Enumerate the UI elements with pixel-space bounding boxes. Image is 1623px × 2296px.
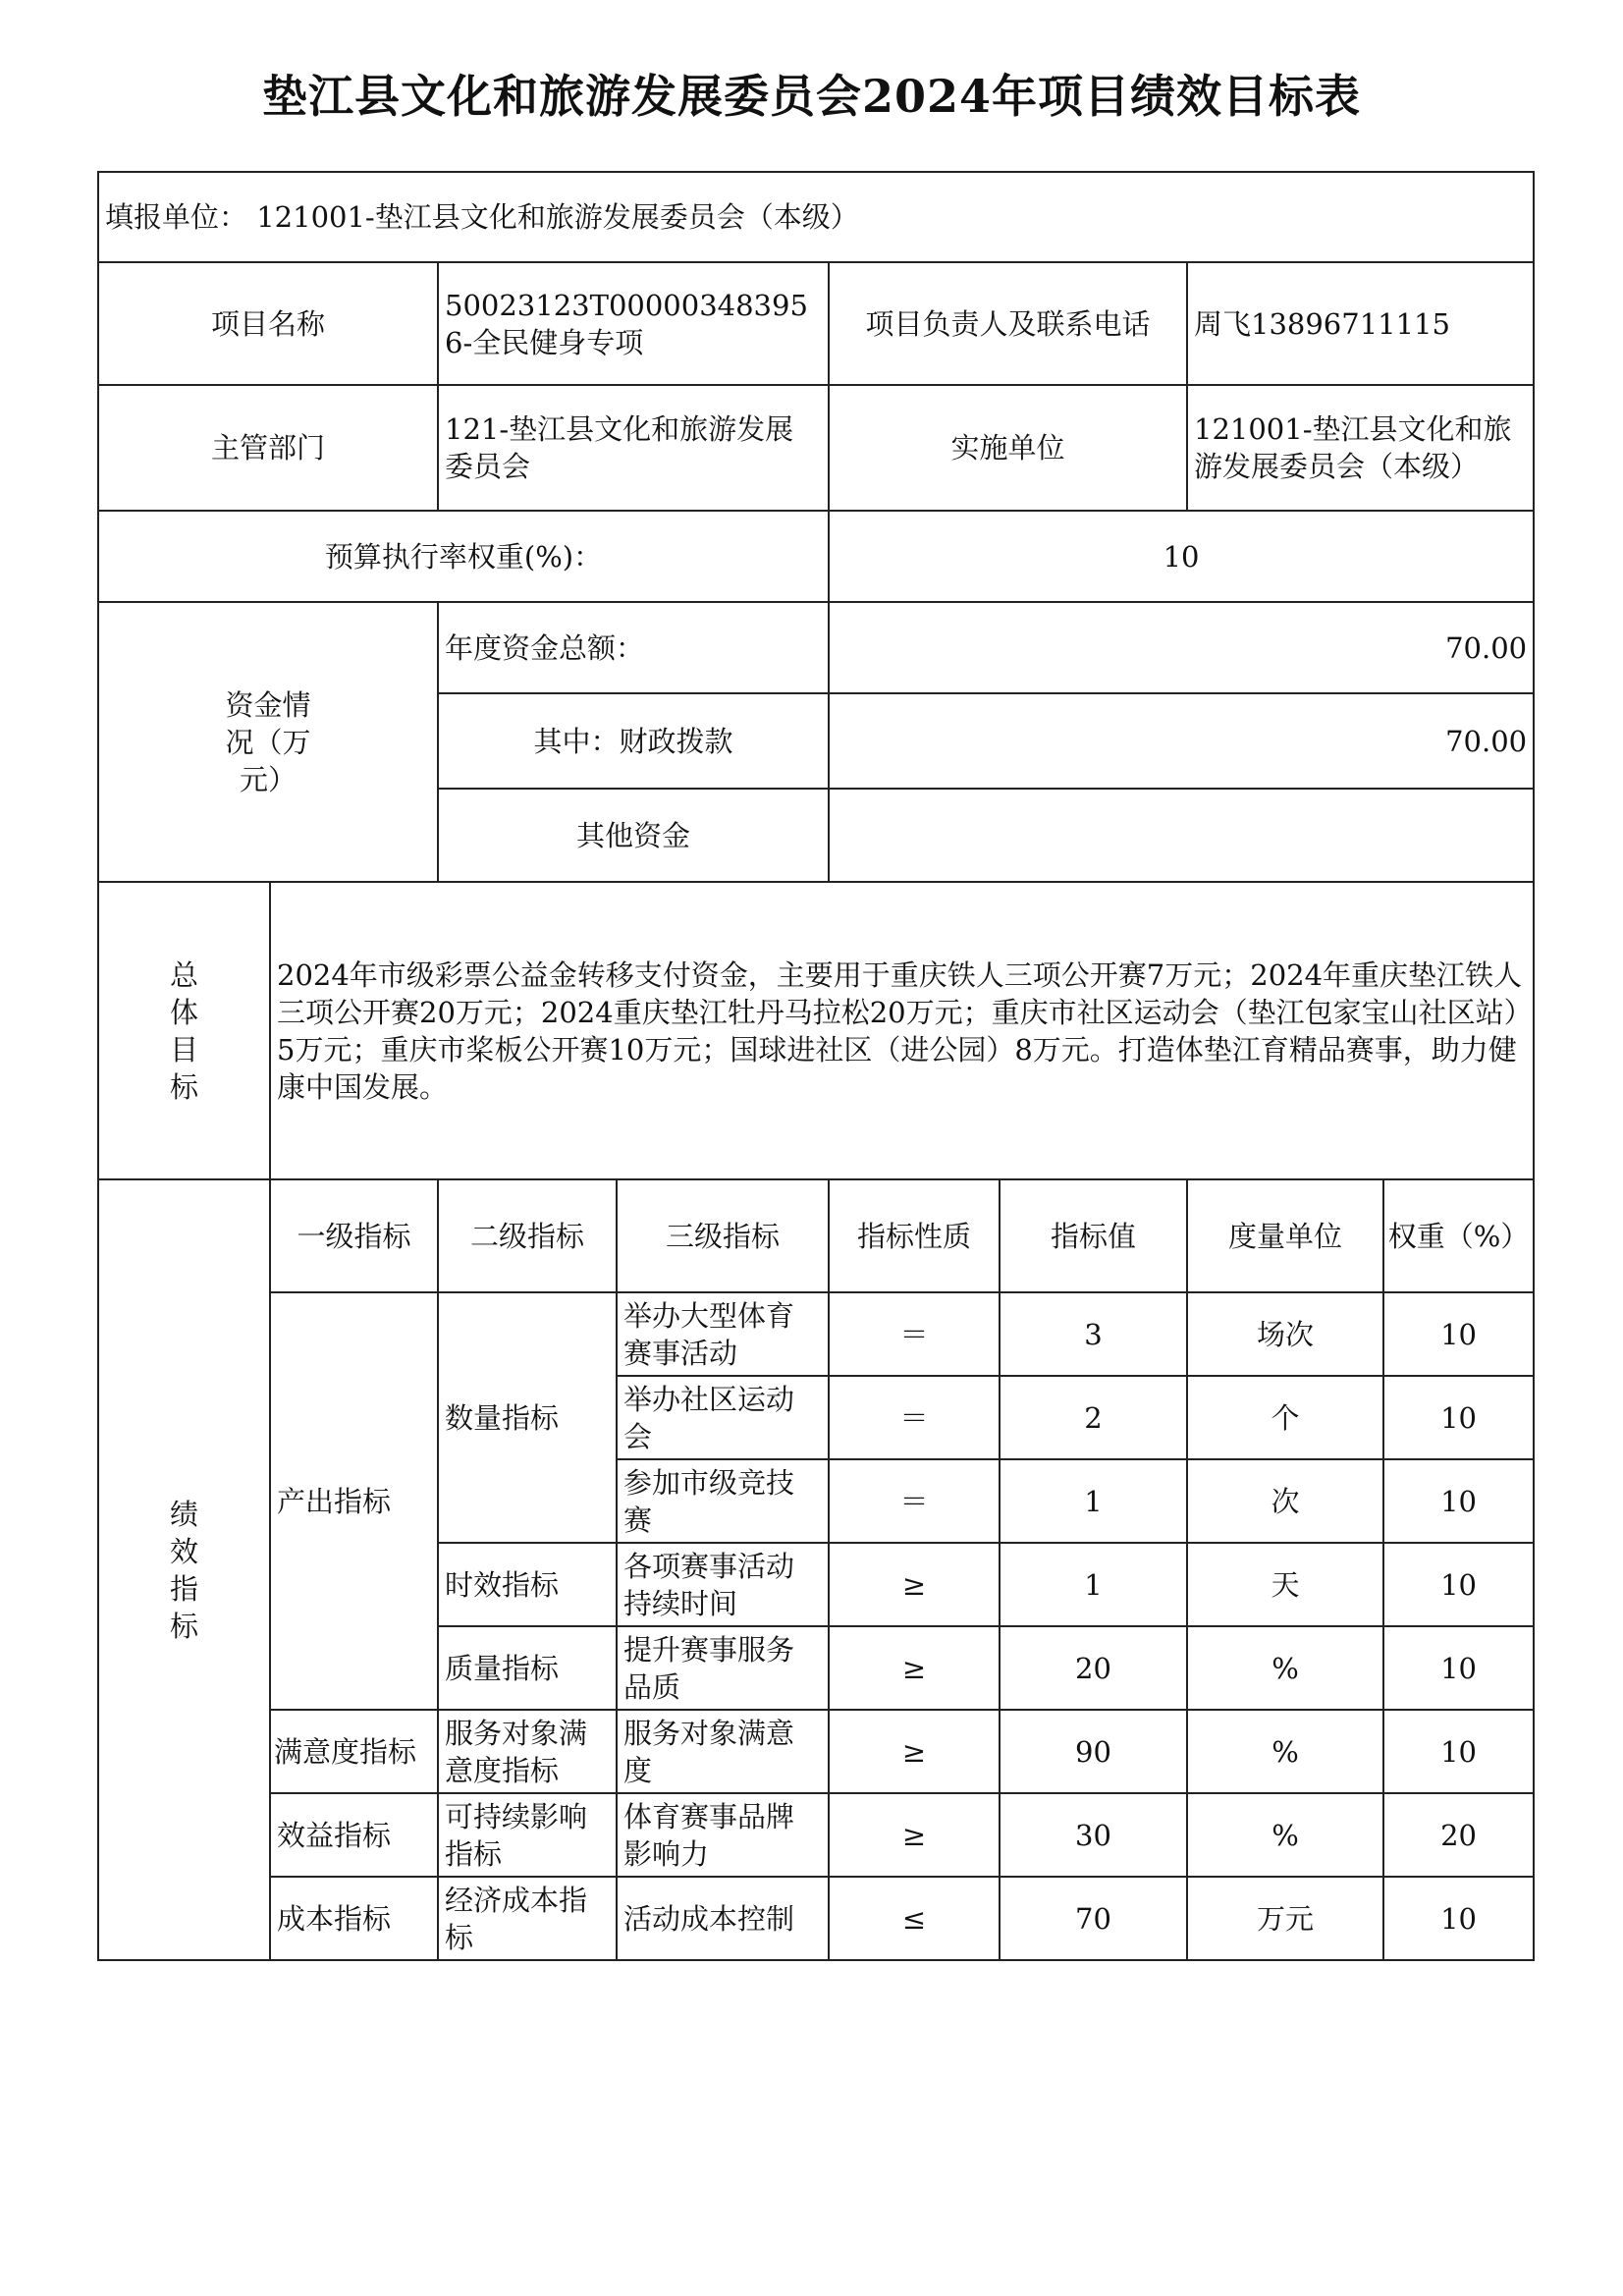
level2-quantity: 数量指标 [438,1292,617,1543]
budget-rate-value: 10 [829,511,1534,602]
nature-cell: ≥ [829,1710,1000,1793]
level1-benefit: 效益指标 [270,1793,438,1877]
level3-cell: 活动成本控制 [617,1877,829,1960]
table-row [98,1710,1534,1793]
level3-cell: 服务对象满意度 [617,1710,829,1793]
level3-cell: 参加市级竞技赛 [617,1459,829,1543]
value-cell: 70 [1000,1877,1187,1960]
impl-unit-label: 实施单位 [829,385,1187,511]
funds-total-value: 70.00 [829,602,1534,693]
funds-label [98,602,438,882]
nature-cell: ＝ [829,1376,1000,1459]
value-cell: 2 [1000,1376,1187,1459]
header-level1: 一级指标 [270,1179,438,1292]
header-weight: 权重（%） [1383,1179,1534,1292]
value-cell: 20 [1000,1626,1187,1710]
level2-timeliness: 时效指标 [438,1543,617,1626]
unit-cell: % [1187,1793,1383,1877]
header-unit: 度量单位 [1187,1179,1383,1292]
unit-cell: % [1187,1626,1383,1710]
weight-cell: 10 [1383,1543,1534,1626]
objective-label [98,882,270,1179]
unit-cell: 场次 [1187,1292,1383,1376]
unit-cell: 个 [1187,1376,1383,1459]
weight-cell: 20 [1383,1793,1534,1877]
weight-cell: 10 [1383,1459,1534,1543]
level2-quality: 质量指标 [438,1626,617,1710]
dept-value: 121-垫江县文化和旅游发展委员会 [438,385,829,511]
header-value: 指标值 [1000,1179,1187,1292]
nature-cell: ≥ [829,1793,1000,1877]
unit-cell: 万元 [1187,1877,1383,1960]
nature-cell: ＝ [829,1292,1000,1376]
budget-rate-label: 预算执行率权重(%)： [98,511,829,602]
page-title: 垫江县文化和旅游发展委员会2024年项目绩效目标表 [261,70,1362,123]
table-row [98,1877,1534,1960]
project-leader-value: 周飞13896711115 [1187,262,1534,385]
level3-cell: 各项赛事活动持续时间 [617,1543,829,1626]
value-cell: 3 [1000,1292,1187,1376]
level3-cell: 举办大型体育赛事活动 [617,1292,829,1376]
header-level2: 二级指标 [438,1179,617,1292]
funds-other-value [829,789,1534,882]
table-row [98,1292,1534,1376]
unit-cell: % [1187,1710,1383,1793]
unit-cell: 次 [1187,1459,1383,1543]
funds-fiscal-label: 其中：财政拨款 [438,693,829,789]
funds-label-text: 资金情况（万元） [225,687,311,796]
project-leader-label: 项目负责人及联系电话 [829,262,1187,385]
weight-cell: 10 [1383,1292,1534,1376]
impl-unit-value: 121001-垫江县文化和旅游发展委员会（本级） [1187,385,1534,511]
level3-cell: 提升赛事服务品质 [617,1626,829,1710]
level1-output: 产出指标 [270,1292,438,1710]
objective-text: 2024年市级彩票公益金转移支付资金，主要用于重庆铁人三项公开赛7万元；2024年重庆垫江铁人三项公开赛20万元；2024重庆垫江牡丹马拉松20万元；重庆市社区运动会（垫江包家宝山社区站）5万元；重庆市桨板公开赛10万元；国球进社区（进公园）8万元。打造体垫江育精品赛事，助力健康中国发展。 [270,882,1534,1179]
header-level3: 三级指标 [617,1179,829,1292]
weight-cell: 10 [1383,1877,1534,1960]
level1-cost: 成本指标 [270,1877,438,1960]
funds-total-label: 年度资金总额： [438,602,829,693]
indicators-label [98,1179,270,1960]
value-cell: 1 [1000,1543,1187,1626]
objective-label-text: 总体目标 [169,957,198,1104]
nature-cell: ≤ [829,1877,1000,1960]
header-nature: 指标性质 [829,1179,1000,1292]
nature-cell: ≥ [829,1543,1000,1626]
dept-label: 主管部门 [98,385,438,511]
table-row [98,1793,1534,1877]
level3-cell: 举办社区运动会 [617,1376,829,1459]
level1-satisfaction: 满意度指标 [270,1710,438,1793]
value-cell: 30 [1000,1793,1187,1877]
level2-economic-cost: 经济成本指标 [438,1877,617,1960]
unit-cell: 天 [1187,1543,1383,1626]
value-cell: 1 [1000,1459,1187,1543]
level2-satisfaction: 服务对象满意度指标 [438,1710,617,1793]
indicators-label-text: 绩效指标 [169,1497,198,1643]
weight-cell: 10 [1383,1710,1534,1793]
weight-cell: 10 [1383,1376,1534,1459]
nature-cell: ≥ [829,1626,1000,1710]
project-name-value: 50023123T000003483956-全民健身专项 [438,262,829,385]
performance-table [97,171,1535,1961]
nature-cell: ＝ [829,1459,1000,1543]
funds-other-label: 其他资金 [438,789,829,882]
level3-cell: 体育赛事品牌影响力 [617,1793,829,1877]
value-cell: 90 [1000,1710,1187,1793]
level2-sustainability: 可持续影响指标 [438,1793,617,1877]
report-unit: 填报单位： 121001-垫江县文化和旅游发展委员会（本级） [98,172,1534,262]
weight-cell: 10 [1383,1626,1534,1710]
project-name-label: 项目名称 [98,262,438,385]
funds-fiscal-value: 70.00 [829,693,1534,789]
